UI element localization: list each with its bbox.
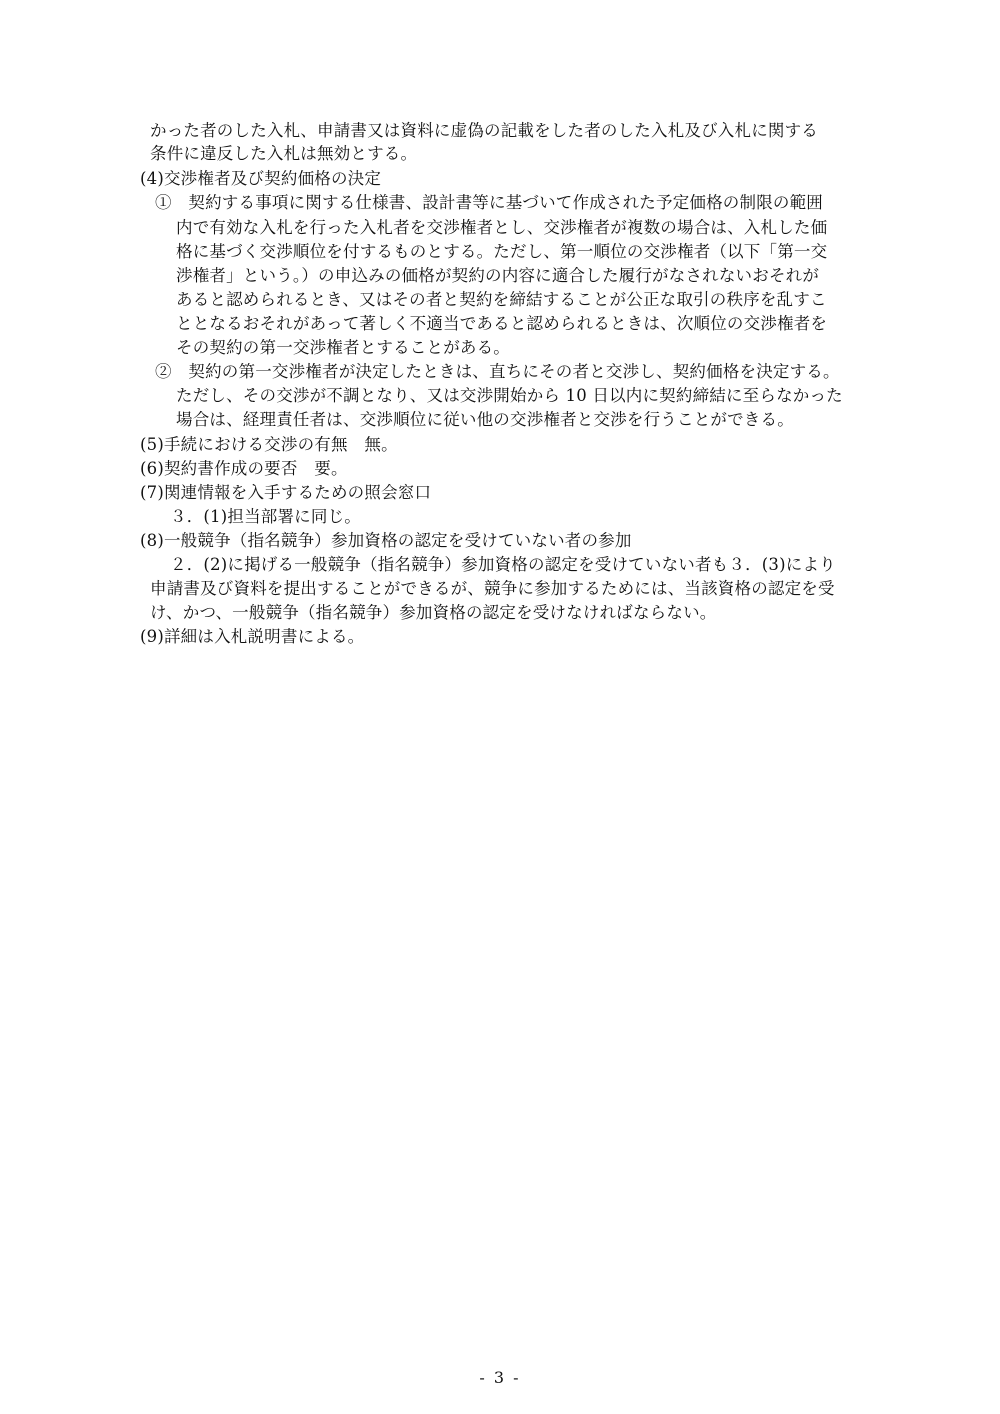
- text-line-20: 申請書及び資料を提出することができるが、競争に参加するためには、当該資格の認定を受: [150, 579, 835, 598]
- text-line-6: 格に基づく交渉順位を付するものとする。ただし、第一順位の交渉権者（以下「第一交: [176, 242, 828, 261]
- text-line-4: ① 契約する事項に関する仕様書、設計書等に基づいて作成された予定価格の制限の範囲: [155, 193, 823, 212]
- section-heading-8: (8)一般競争（指名競争）参加資格の認定を受けていない者の参加: [140, 531, 632, 550]
- text-line-5: 内で有効な入札を行った入札者を交渉権者とし、交渉権者が複数の場合は、入札した価: [176, 218, 828, 237]
- section-heading-6: (6)契約書作成の要否 要。: [140, 459, 348, 478]
- text-line-10: その契約の第一交渉権者とすることがある。: [176, 338, 510, 357]
- text-line-13: 場合は、経理責任者は、交渉順位に従い他の交渉権者と交渉を行うことができる。: [176, 410, 794, 429]
- section-heading-7: (7)関連情報を入手するための照会窓口: [140, 483, 432, 502]
- text-line-17: ３．(1)担当部署に同じ。: [170, 507, 361, 526]
- text-line-1: かった者のした入札、申請書又は資料に虚偽の記載をした者のした入札及び入札に関する: [150, 121, 818, 140]
- text-line-8: あると認められるとき、又はその者と契約を締結することが公正な取引の秩序を乱すこ: [176, 290, 827, 309]
- page-number: - 3 -: [479, 1368, 521, 1387]
- section-heading-9: (9)詳細は入札説明書による。: [140, 627, 365, 646]
- text-line-2: 条件に違反した入札は無効とする。: [150, 144, 418, 163]
- text-line-12: ただし、その交渉が不調となり、又は交渉開始から 10 日以内に契約締結に至らなかった: [176, 386, 843, 405]
- text-line-19: ２．(2)に掲げる一般競争（指名競争）参加資格の認定を受けていない者も３．(3)により: [170, 555, 836, 574]
- text-line-21: け、かつ、一般競争（指名競争）参加資格の認定を受けなければならない。: [150, 603, 717, 622]
- text-line-11: ② 契約の第一交渉権者が決定したときは、直ちにその者と交渉し、契約価格を決定する。: [155, 362, 840, 381]
- section-heading-5: (5)手続における交渉の有無 無。: [140, 435, 398, 454]
- section-heading-4: (4)交渉権者及び契約価格の決定: [140, 169, 382, 188]
- text-line-9: ととなるおそれがあって著しく不適当であると認められるときは、次順位の交渉権者を: [176, 314, 828, 333]
- text-line-7: 渉権者」という。）の申込みの価格が契約の内容に適合した履行がなされないおそれが: [176, 266, 820, 285]
